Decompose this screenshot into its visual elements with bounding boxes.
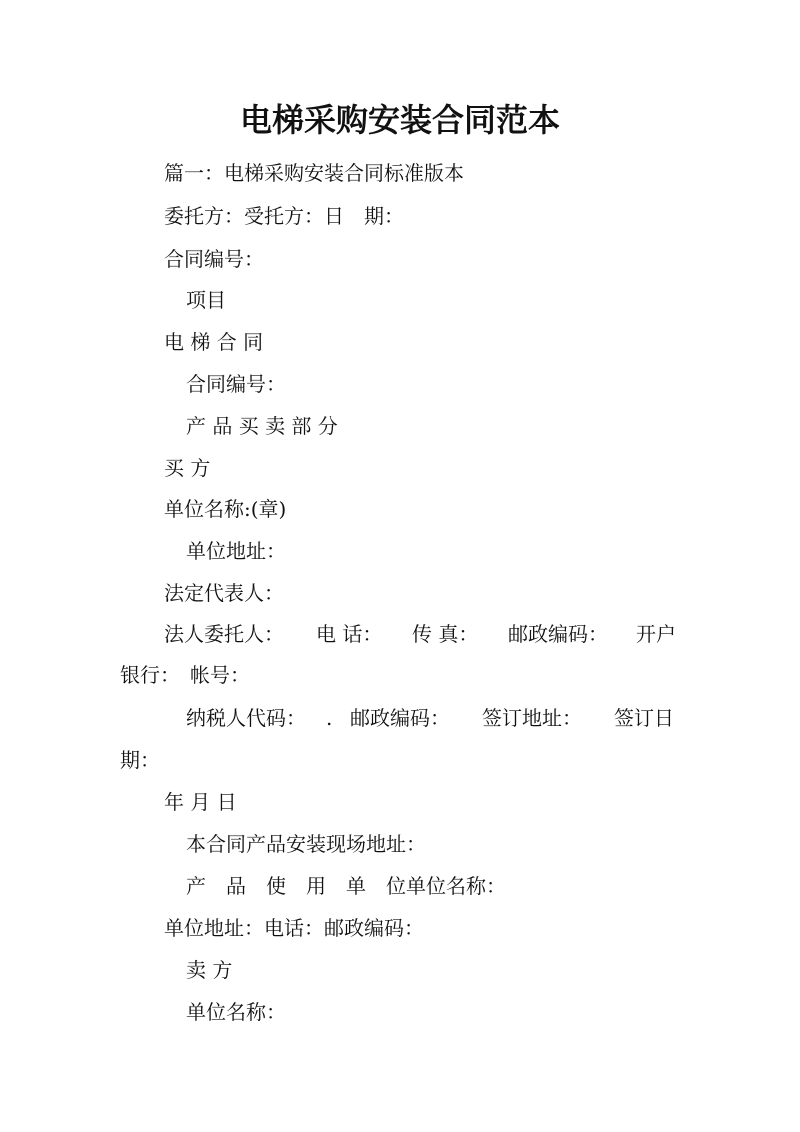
doc-line-user-unit-address: 单位地址：电话：邮政编码： xyxy=(164,916,424,940)
doc-line-legal-representative: 法定代表人： xyxy=(164,581,284,605)
doc-line-project: 项目 xyxy=(186,288,226,312)
doc-line-contract-number-2: 合同编号： xyxy=(186,372,286,396)
doc-line-bank-account: 银行： 帐号： xyxy=(120,663,250,687)
doc-line-date: 年 月 日 xyxy=(164,790,237,814)
doc-line-section-heading: 篇一：电梯采购安装合同标准版本 xyxy=(164,161,464,185)
doc-line-product-sale-section: 产 品 买 卖 部 分 xyxy=(186,414,338,438)
doc-line-elevator-contract: 电 梯 合 同 xyxy=(164,330,264,354)
doc-line-install-site: 本合同产品安装现场地址： xyxy=(186,832,426,856)
doc-line-seller: 卖 方 xyxy=(186,958,233,982)
doc-line-seller-unit-name: 单位名称： xyxy=(186,1000,286,1024)
doc-line-contract-number: 合同编号： xyxy=(164,247,264,271)
postcode-label: 邮政编码： xyxy=(508,622,608,646)
doc-line-agent-contacts xyxy=(0,620,800,648)
agent-label: 法人委托人： xyxy=(164,622,284,646)
doc-line-tax-info xyxy=(0,704,800,732)
bank-label-start: 开户 xyxy=(636,622,676,646)
phone-label: 电 话： xyxy=(316,622,383,646)
fax-label: 传 真： xyxy=(412,622,479,646)
signing-address-label: 签订地址： xyxy=(482,706,582,730)
signing-date-label-start: 签订日 xyxy=(614,706,674,730)
doc-line-buyer: 买 方 xyxy=(164,456,211,480)
doc-line-buyer-unit-name: 单位名称:(章) xyxy=(164,497,287,521)
doc-line-product-user-unit: 产 品 使 用 单 位单位名称： xyxy=(186,874,506,898)
doc-line-signing-date-end: 期： xyxy=(120,748,160,772)
tax-code-label: 纳税人代码： xyxy=(186,706,306,730)
dot-mark: . xyxy=(326,706,333,730)
postcode-label-2: 邮政编码： xyxy=(350,706,450,730)
document-title: 电梯采购安装合同范本 xyxy=(239,101,560,139)
doc-line-buyer-unit-address: 单位地址： xyxy=(186,539,286,563)
doc-line-parties: 委托方：受托方：日 期： xyxy=(164,204,404,228)
